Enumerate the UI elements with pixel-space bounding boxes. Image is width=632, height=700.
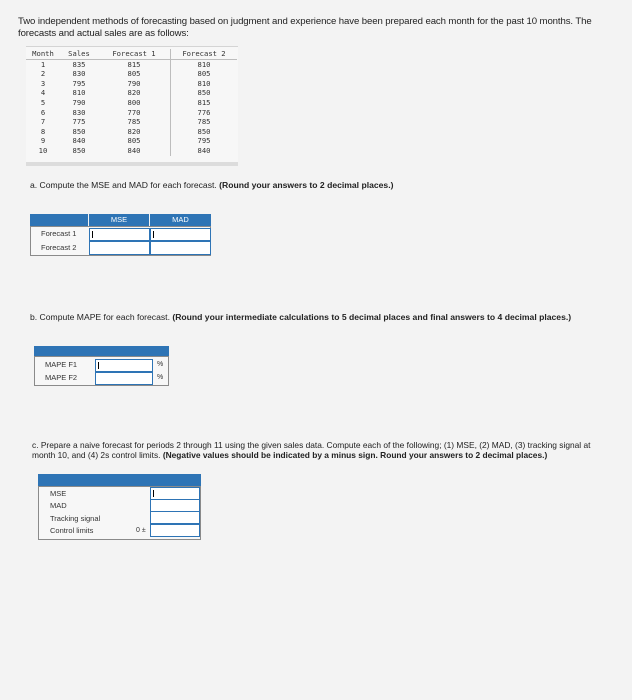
cell-forecast-2: 840 — [171, 146, 238, 156]
question-c — [32, 440, 612, 460]
grid-a-header-mse: MSE — [89, 214, 149, 226]
cell-sales: 810 — [72, 88, 86, 98]
table-row — [26, 69, 237, 79]
mape-f2-input[interactable] — [95, 372, 153, 385]
cell-forecast-2: 850 — [171, 127, 238, 137]
grid-b-row-mape-f2: MAPE F2 — [45, 373, 78, 382]
header-forecast-2: Forecast 2 — [171, 49, 238, 59]
cell-sales: 835 — [72, 59, 86, 69]
cell-forecast-1: 785 — [127, 117, 141, 127]
question-a-prompt: a. Compute the MSE and MAD for each forecast. — [30, 180, 217, 190]
cell-sales: 790 — [72, 97, 86, 107]
table-row — [26, 108, 237, 118]
intro-text: Two independent methods of forecasting based on judgment and experience have been prepared each month for the past 10 months. The forecasts and actual sales are as follows: — [18, 16, 592, 39]
cell-month: 8 — [40, 126, 46, 136]
data-table — [26, 49, 237, 156]
grid-b-row-mape-f1: MAPE F1 — [45, 360, 78, 369]
cell-month: 5 — [40, 97, 46, 107]
header-sales: Sales — [60, 49, 98, 59]
mape-f1-percent: % — [157, 361, 164, 368]
table-row — [26, 146, 237, 156]
grid-a-row-forecast-2: Forecast 2 — [41, 243, 77, 252]
cell-sales: 830 — [72, 107, 86, 117]
cell-forecast-1: 840 — [127, 145, 141, 155]
mape-f2-percent: % — [157, 374, 164, 381]
cell-month: 3 — [40, 78, 46, 88]
cell-month: 9 — [40, 136, 46, 146]
question-c-instruction: (Negative values should be indicated by a minus sign. Round your answers to 2 decimal places.) — [162, 450, 548, 460]
cell-forecast-2: 785 — [171, 117, 238, 127]
question-b-prompt: b. Compute MAPE for each forecast. — [30, 312, 170, 322]
data-table-panel — [26, 46, 238, 162]
cell-forecast-1: 790 — [127, 78, 141, 88]
table-row — [26, 127, 237, 137]
cell-forecast-2: 795 — [171, 136, 238, 146]
cell-month: 4 — [40, 88, 46, 98]
cell-forecast-1: 815 — [127, 59, 141, 69]
table-row — [26, 88, 237, 98]
cell-forecast-1: 820 — [127, 126, 141, 136]
table-row — [26, 98, 237, 108]
cell-sales: 850 — [72, 126, 86, 136]
cell-forecast-2: 810 — [171, 79, 238, 89]
cell-forecast-2: 810 — [171, 59, 238, 69]
control-limits-input[interactable] — [150, 524, 200, 537]
header-month: Month — [26, 49, 60, 59]
forecast-2-mad-input[interactable] — [150, 241, 211, 255]
cell-month: 1 — [40, 59, 46, 69]
cell-forecast-1: 805 — [127, 69, 141, 79]
cell-month: 7 — [40, 117, 46, 127]
question-a-instruction: (Round your answers to 2 decimal places.) — [219, 180, 394, 190]
cell-sales: 775 — [72, 117, 86, 127]
cell-forecast-2: 776 — [171, 108, 238, 118]
question-b — [30, 312, 600, 323]
table-row — [26, 136, 237, 146]
question-c-prompt: c. Prepare a naive forecast for periods 2 through 11 using the given sales data. Compute each of the following; (1) MSE, (2) MAD, (3) tracking signal at month 10, and (4) 2s control limits. — [32, 440, 591, 460]
cell-month: 2 — [40, 69, 46, 79]
cell-month: 6 — [40, 107, 46, 117]
cell-forecast-1: 770 — [127, 107, 141, 117]
forecast-2-mse-input[interactable] — [89, 241, 150, 255]
grid-b-header — [34, 346, 169, 356]
cell-forecast-2: 850 — [171, 88, 238, 98]
question-a — [30, 180, 393, 190]
cell-forecast-1: 820 — [127, 88, 141, 98]
question-b-instruction: (Round your intermediate calculations to 5 decimal places and final answers to 4 decimal places.) — [172, 312, 572, 322]
cell-forecast-1: 800 — [127, 97, 141, 107]
cell-sales: 795 — [72, 78, 86, 88]
forecast-1-mse-input[interactable] — [89, 228, 150, 241]
grid-a-header-mad: MAD — [150, 214, 211, 226]
grid-c-row-control-limits: Control limits — [50, 526, 94, 535]
mape-f1-input[interactable] — [95, 359, 153, 372]
tracking-signal-input[interactable] — [150, 511, 200, 524]
cell-sales: 830 — [72, 69, 86, 79]
grid-c-row-mad: MAD — [50, 501, 67, 510]
cell-sales: 840 — [72, 136, 86, 146]
table-row — [26, 79, 237, 89]
forecast-1-mad-input[interactable] — [150, 228, 211, 241]
cell-forecast-2: 815 — [171, 98, 238, 108]
control-limits-plus-minus: 0 ± — [136, 527, 146, 534]
grid-c-row-tracking-signal: Tracking signal — [50, 514, 101, 523]
grid-a-row-forecast-1: Forecast 1 — [41, 229, 77, 238]
header-forecast-1: Forecast 1 — [98, 49, 171, 59]
table-row — [26, 59, 237, 69]
grid-c-row-mse: MSE — [50, 489, 67, 498]
cell-forecast-2: 805 — [171, 69, 238, 79]
grid-c-header — [38, 474, 201, 486]
cell-forecast-1: 805 — [127, 136, 141, 146]
grid-a-header-blank — [30, 214, 88, 226]
cell-month: 10 — [38, 145, 48, 155]
cell-sales: 850 — [72, 145, 86, 155]
table-row — [26, 117, 237, 127]
